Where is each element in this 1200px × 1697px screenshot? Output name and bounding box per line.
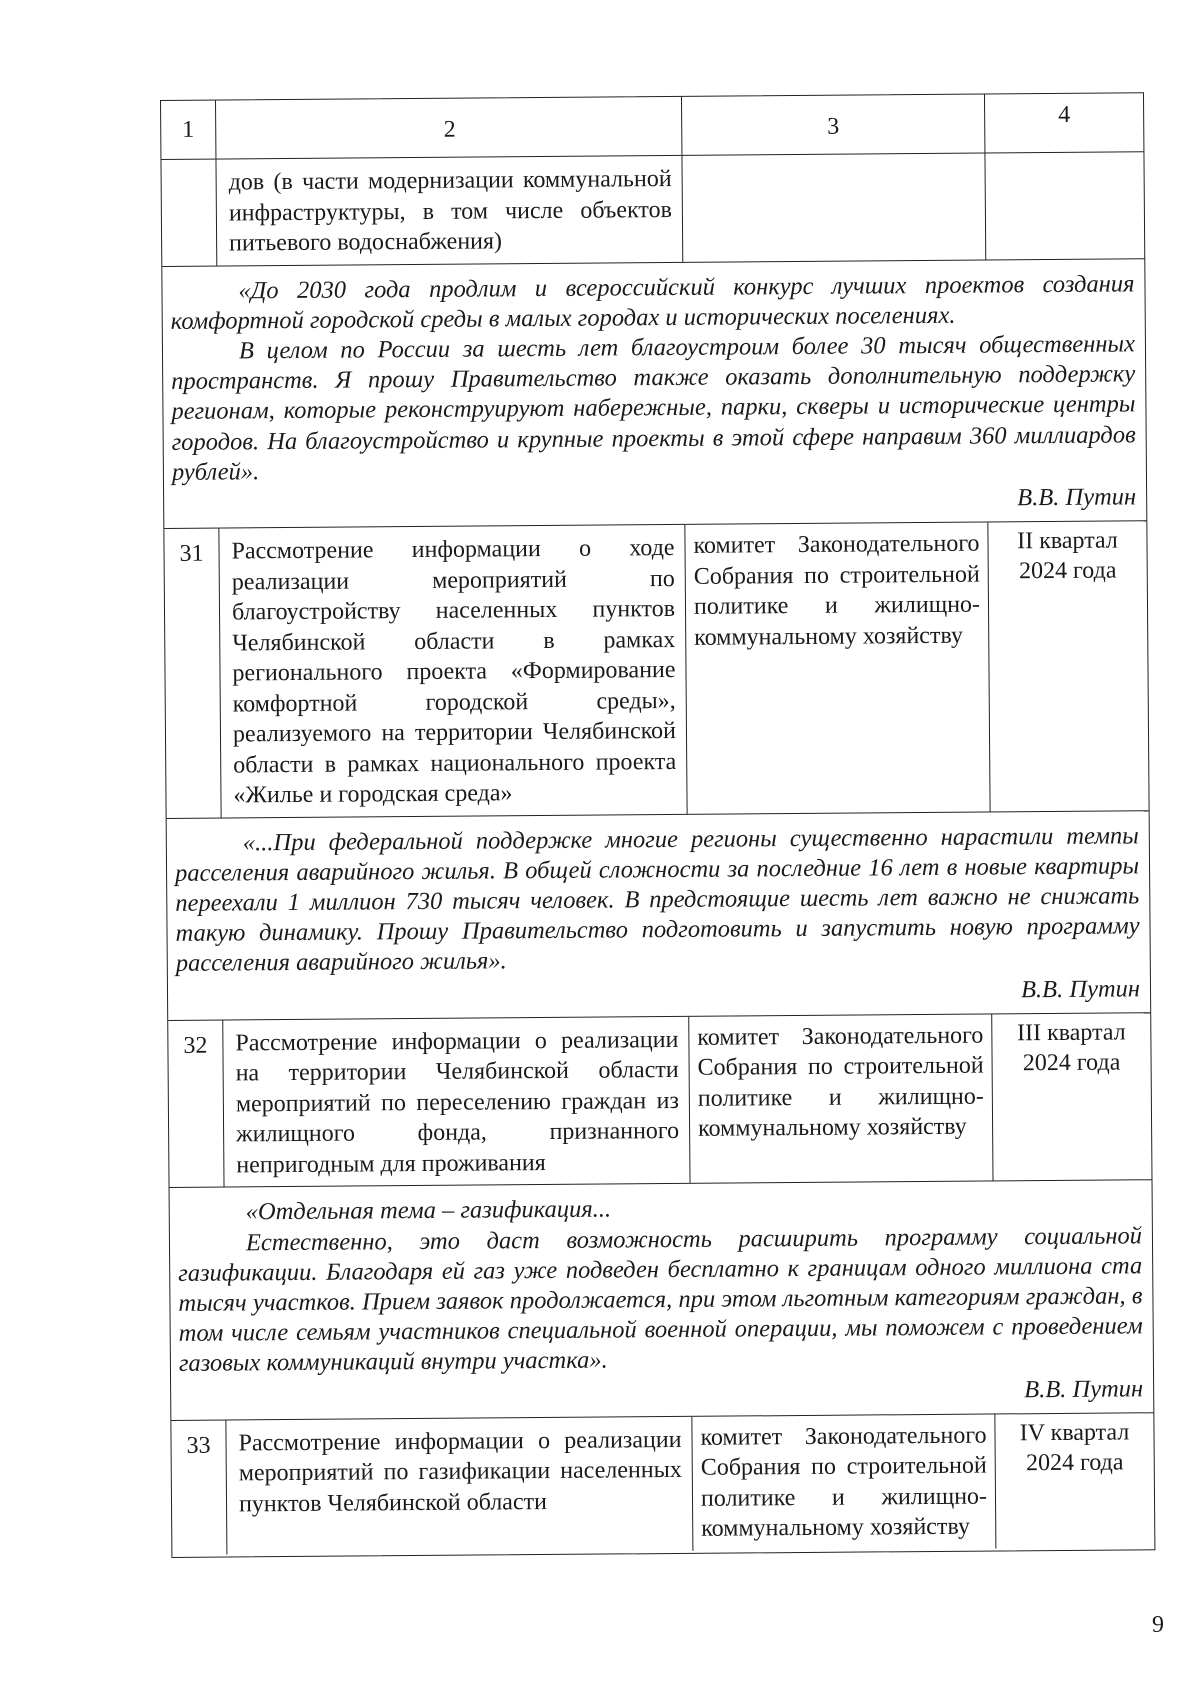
quote-block <box>167 811 1151 1020</box>
quote-block <box>162 259 1146 528</box>
quote-paragraph: «...При федеральной поддержке многие регионы существенно нарастили темпы расселения аварийного жилья. В общей сложности за последние 16 лет в новые квартиры переехали 1 миллион 730 тысяч человек. В предстоящие шесть лет важно не снижать такую динамику. Прошу Правительство подготовить и запустить новую программу расселения аварийного жилья». <box>174 821 1140 978</box>
header-col-4: 4 <box>1058 101 1071 128</box>
table-row <box>168 1013 1151 1188</box>
responsible-text: комитет Законодательного Собрания по строительной политике и жилищно-коммунальному хозяйству <box>689 1014 993 1183</box>
header-col-2: 2 <box>216 97 682 159</box>
event-text: Рассмотрение информации о реализации на территории Челябинской области мероприятий по переселению граждан из жилищного фонда, признанного непригодным для проживания <box>223 1017 690 1187</box>
page-number: 9 <box>1152 1612 1164 1638</box>
quote-row <box>170 1181 1154 1421</box>
deadline-text: III квартал 2024 года <box>1016 1019 1126 1077</box>
responsible-cell <box>682 154 986 262</box>
plan-table <box>160 92 1155 1557</box>
quote-paragraph: «До 2030 года продлим и всероссийский конкурс лучших проектов создания комфортной городской среды в малых городах и исторических поселениях. <box>170 269 1135 335</box>
row-number: 33 <box>171 1420 227 1554</box>
quote-row <box>167 811 1151 1021</box>
quote-author: В.В. Путин <box>1017 483 1137 512</box>
row-number-cell <box>161 160 217 266</box>
continuation-text: дов (в части модернизации коммунальной инфраструктуры, в том числе объектов питьевого водоснабжения) <box>216 156 683 265</box>
table-row-continuation <box>161 152 1144 266</box>
header-col-1: 1 <box>161 101 216 159</box>
table-row <box>164 521 1148 818</box>
deadline-text: II квартал 2024 года <box>1017 527 1118 585</box>
quote-paragraph: «Отдельная тема – газификация... <box>245 1195 612 1226</box>
header-col-3: 3 <box>682 95 985 155</box>
table-row <box>171 1413 1154 1557</box>
quote-block <box>170 1181 1154 1420</box>
table-header-row <box>161 93 1143 160</box>
quote-author: В.В. Путин <box>1020 974 1141 1003</box>
row-number: 32 <box>168 1020 224 1187</box>
quote-paragraph: Естественно, это даст возможность расширить программу социальной газификации. Благодаря ей газ уже подведен бесплатно к границам одного миллиона ста тысяч участков. Прием заявок продолжается, при этом льготным категориям граждан, в том числе семьям участников специальной военной операции, мы поможем с проведением газовых коммуникаций внутри участка». <box>178 1221 1143 1378</box>
quote-row <box>162 259 1146 529</box>
deadline-cell <box>985 152 1144 259</box>
responsible-text: комитет Законодательного Собрания по строительной политике и жилищно-коммунальному хозяйству <box>685 523 990 814</box>
quote-author: В.В. Путин <box>1024 1374 1144 1403</box>
row-number: 31 <box>164 529 221 818</box>
event-text: Рассмотрение информации о ходе реализации мероприятий по благоустройству населенных пунктов Челябинской области в рамках регионального проекта «Формирование комфортной городской среды», реализуемого на территории Челябинской области в рамках национального проекта «Жилье и городская среда» <box>219 525 687 817</box>
responsible-text: комитет Законодательного Собрания по строительной политике и жилищно-коммунальному хозяйству <box>692 1414 996 1550</box>
deadline-text: IV квартал 2024 года <box>1019 1419 1130 1477</box>
quote-paragraph: В целом по России за шесть лет благоустроим более 30 тысяч общественных пространств. Я прошу Правительство также оказать дополнительную поддержку регионам, которые реконструируют набережные, парки, скверы и исторические центры городов. На благоустройство и крупные проекты в этой сфере направим 360 миллиардов рублей». <box>171 330 1136 486</box>
event-text: Рассмотрение информации о реализации мероприятий по газификации населенных пунктов Челябинской области <box>226 1417 693 1555</box>
